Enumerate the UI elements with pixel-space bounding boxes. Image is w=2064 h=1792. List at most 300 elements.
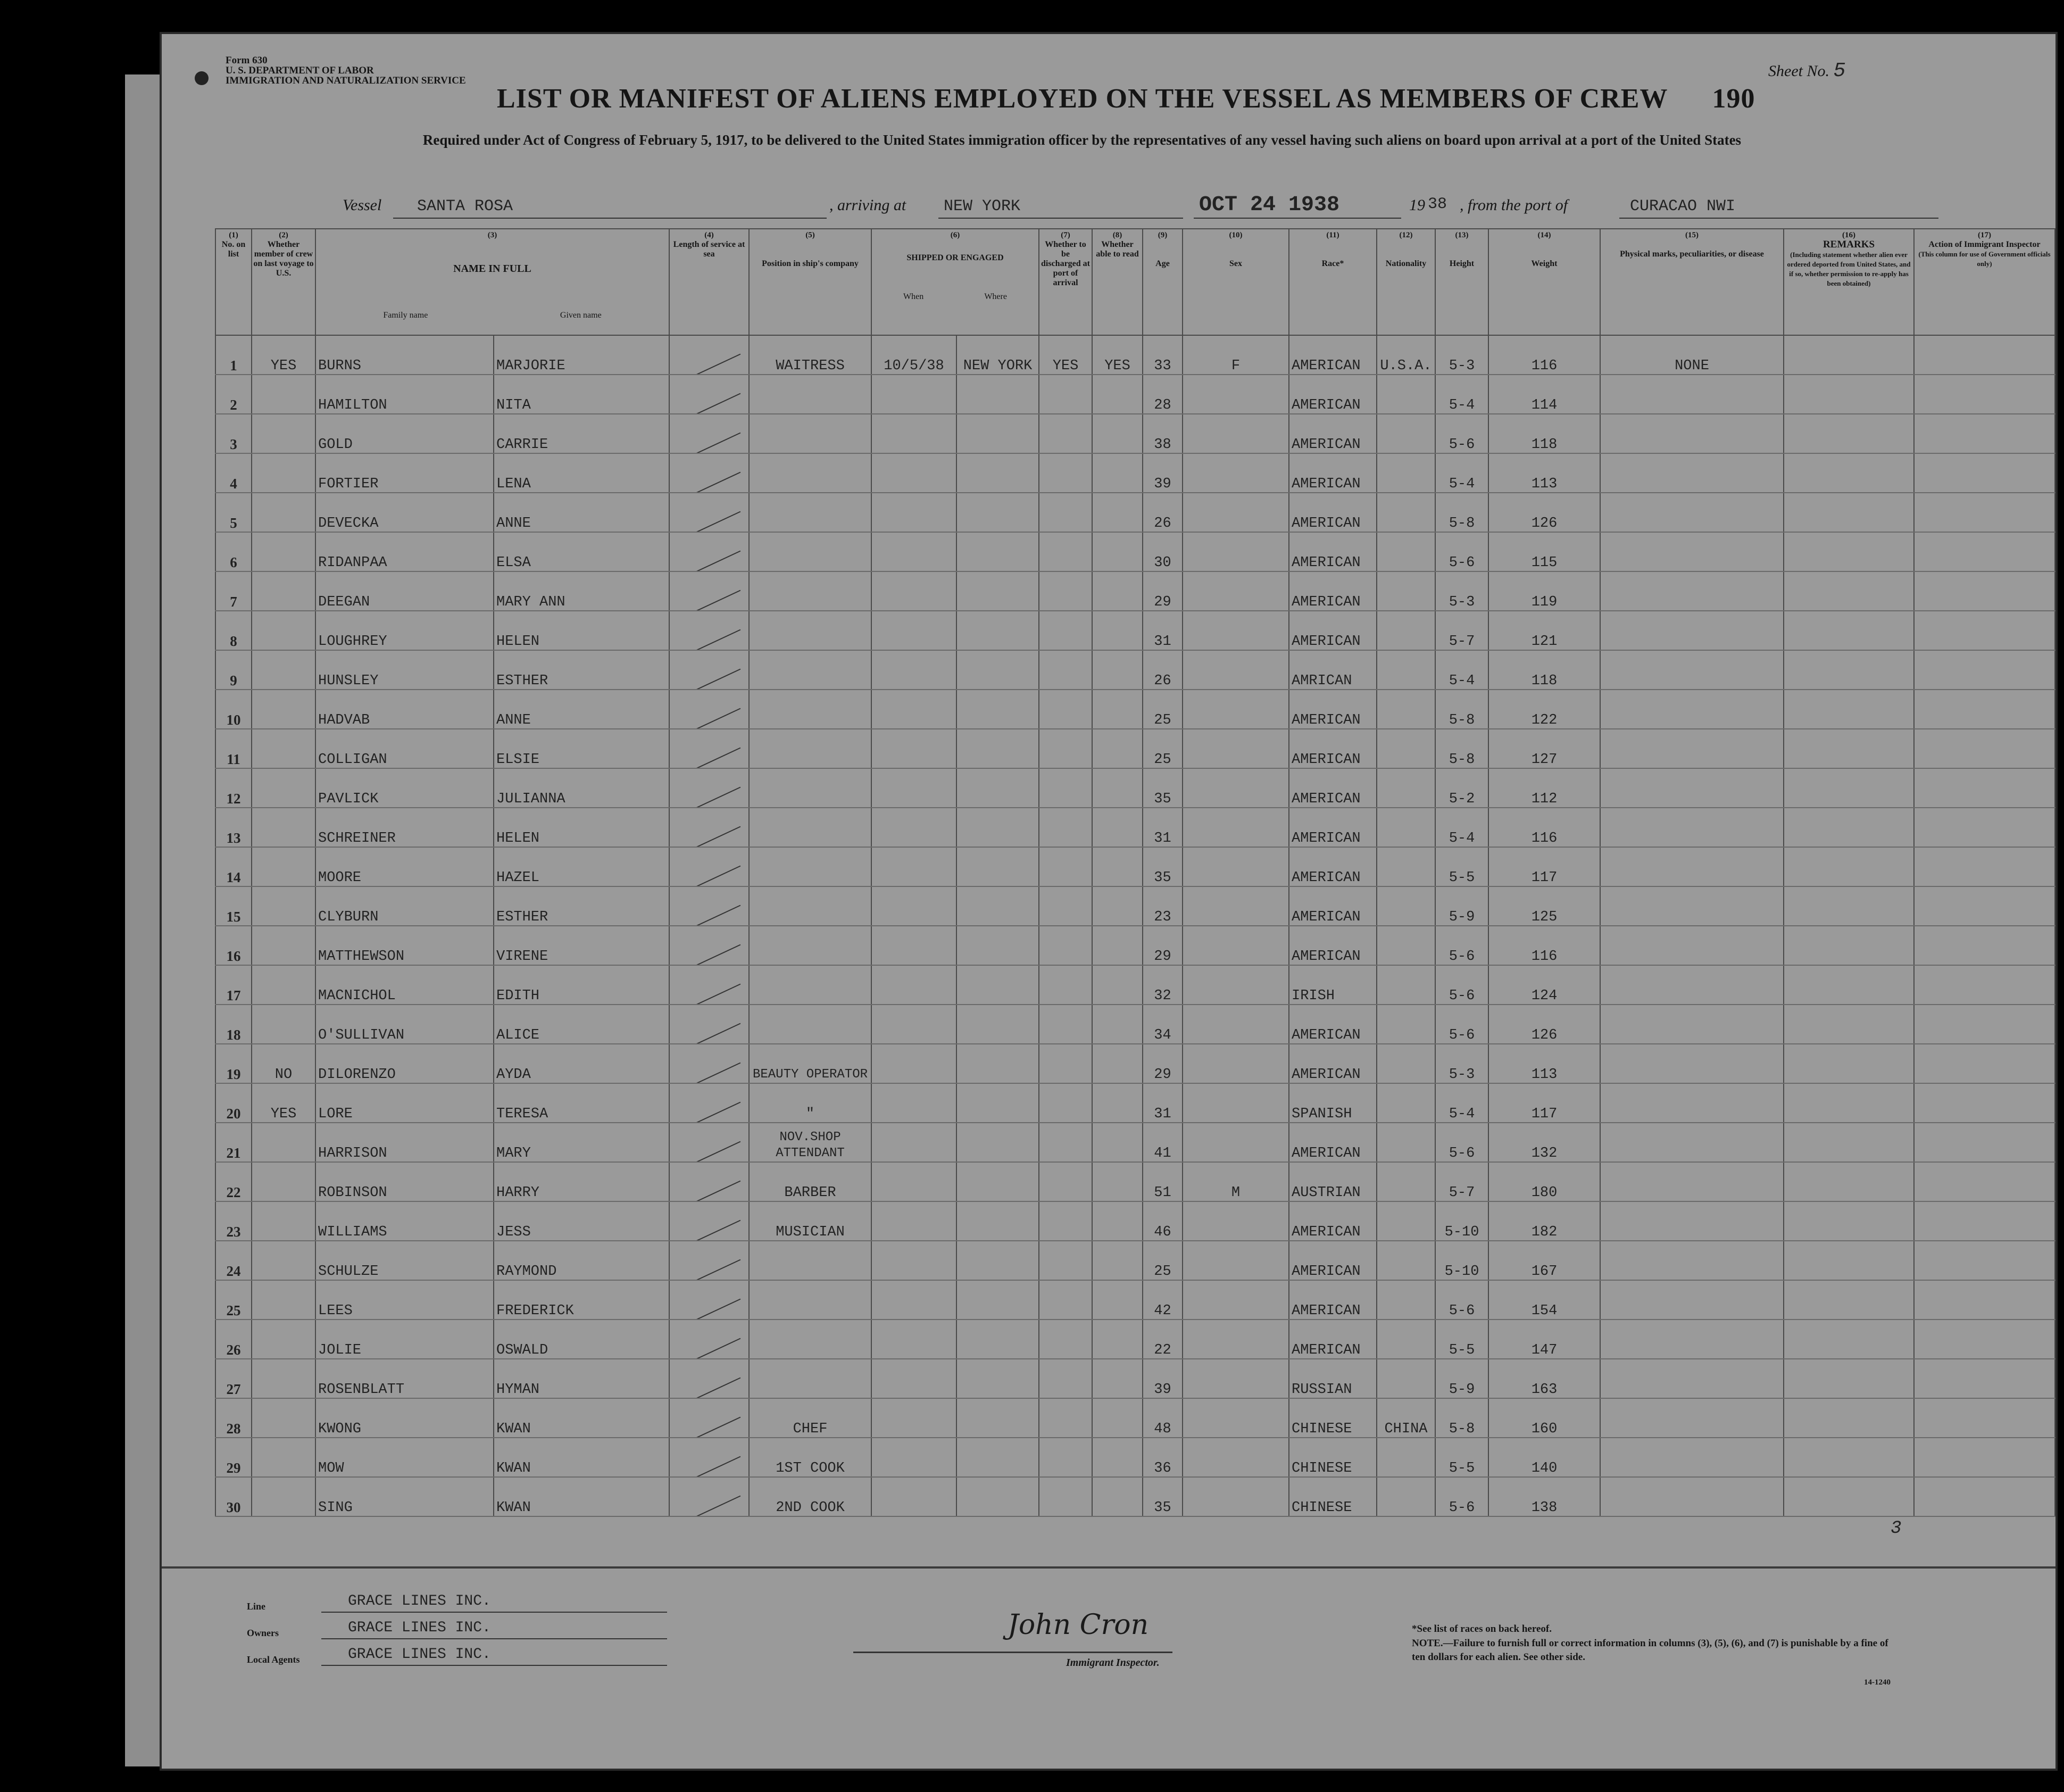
table-row xyxy=(215,611,2055,650)
ditto-stroke xyxy=(678,1456,741,1477)
given-name-cell: RAYMOND xyxy=(494,1241,669,1280)
row-number: 18 xyxy=(215,1005,252,1044)
shipped-where-cell xyxy=(956,768,1039,808)
shipped-when-cell xyxy=(871,1280,956,1320)
read-cell xyxy=(1092,1201,1143,1241)
race-cell: AMERICAN xyxy=(1289,690,1377,729)
shipped-when-cell xyxy=(871,926,956,965)
read-cell xyxy=(1092,729,1143,768)
family-name-header: Family name xyxy=(383,311,428,320)
service-length-cell xyxy=(669,965,749,1005)
position-cell xyxy=(749,1005,871,1044)
sex-cell xyxy=(1183,1005,1289,1044)
shipped-when-cell xyxy=(871,1083,956,1123)
weight-cell: 182 xyxy=(1488,1201,1600,1241)
shipped-when-cell xyxy=(871,611,956,650)
nationality-cell xyxy=(1377,1477,1435,1516)
height-cell: 5-3 xyxy=(1435,571,1488,611)
shipped-when-cell xyxy=(871,1044,956,1083)
position-cell xyxy=(749,926,871,965)
age-cell: 26 xyxy=(1143,650,1183,690)
table-row xyxy=(215,1359,2055,1398)
print-code: 14-1240 xyxy=(1864,1678,1891,1687)
given-name-cell: NITA xyxy=(494,375,669,414)
ditto-stroke xyxy=(678,472,741,493)
family-name-cell: RIDANPAA xyxy=(315,532,494,571)
nationality-cell xyxy=(1377,571,1435,611)
table-row xyxy=(215,1398,2055,1438)
race-cell: AMERICAN xyxy=(1289,335,1377,375)
given-name-cell: ANNE xyxy=(494,690,669,729)
discharge-cell xyxy=(1039,1241,1092,1280)
age-cell: 32 xyxy=(1143,965,1183,1005)
age-cell: 25 xyxy=(1143,690,1183,729)
weight-cell: 117 xyxy=(1488,847,1600,886)
age-cell: 38 xyxy=(1143,414,1183,453)
table-row xyxy=(215,1320,2055,1359)
ditto-stroke xyxy=(678,1102,741,1123)
ditto-stroke xyxy=(678,669,741,690)
marks-cell xyxy=(1600,611,1784,650)
table-row xyxy=(215,375,2055,414)
action-cell xyxy=(1914,1162,2055,1201)
shipped-when-cell xyxy=(871,1398,956,1438)
marks-cell xyxy=(1600,1280,1784,1320)
discharge-cell xyxy=(1039,375,1092,414)
nationality-cell xyxy=(1377,1044,1435,1083)
remarks-cell xyxy=(1784,611,1914,650)
age-cell: 35 xyxy=(1143,847,1183,886)
action-cell xyxy=(1914,926,2055,965)
family-name-cell: COLLIGAN xyxy=(315,729,494,768)
ditto-stroke xyxy=(678,629,741,650)
weight-cell: 126 xyxy=(1488,493,1600,532)
shipped-when-cell xyxy=(871,808,956,847)
height-cell: 5-6 xyxy=(1435,1477,1488,1516)
shipped-when-cell: 10/5/38 xyxy=(871,335,956,375)
discharge-cell xyxy=(1039,1280,1092,1320)
col-header-height: (13) Height xyxy=(1435,229,1488,335)
position-cell: WAITRESS xyxy=(749,335,871,375)
discharge-cell: YES xyxy=(1039,335,1092,375)
remarks-cell xyxy=(1784,1083,1914,1123)
race-cell: CHINESE xyxy=(1289,1477,1377,1516)
discharge-cell xyxy=(1039,493,1092,532)
height-cell: 5-6 xyxy=(1435,1005,1488,1044)
title-text: LIST OR MANIFEST OF ALIENS EMPLOYED ON THE VESSEL AS MEMBERS OF CREW xyxy=(497,84,1668,114)
weight-cell: 163 xyxy=(1488,1359,1600,1398)
sex-cell xyxy=(1183,847,1289,886)
service-length-cell xyxy=(669,453,749,493)
service-length-cell xyxy=(669,1320,749,1359)
read-cell: YES xyxy=(1092,335,1143,375)
prev-voyage-cell xyxy=(252,611,315,650)
action-cell xyxy=(1914,493,2055,532)
family-name-cell: GOLD xyxy=(315,414,494,453)
remarks-cell xyxy=(1784,1320,1914,1359)
binder-hole xyxy=(34,543,52,561)
marks-cell xyxy=(1600,650,1784,690)
table-row xyxy=(215,1123,2055,1162)
shipped-where-cell xyxy=(956,847,1039,886)
marks-cell xyxy=(1600,926,1784,965)
given-name-cell: KWAN xyxy=(494,1477,669,1516)
service-length-cell xyxy=(669,650,749,690)
race-cell: AMERICAN xyxy=(1289,847,1377,886)
sex-cell xyxy=(1183,965,1289,1005)
age-cell: 34 xyxy=(1143,1005,1183,1044)
table-row xyxy=(215,1280,2055,1320)
given-name-cell: FREDERICK xyxy=(494,1280,669,1320)
height-cell: 5-8 xyxy=(1435,493,1488,532)
row-number: 25 xyxy=(215,1280,252,1320)
nationality-cell xyxy=(1377,1320,1435,1359)
remarks-cell xyxy=(1784,493,1914,532)
prev-voyage-cell xyxy=(252,729,315,768)
family-name-cell: ROBINSON xyxy=(315,1162,494,1201)
given-name-cell: TERESA xyxy=(494,1083,669,1123)
age-cell: 26 xyxy=(1143,493,1183,532)
weight-cell: 147 xyxy=(1488,1320,1600,1359)
discharge-cell xyxy=(1039,768,1092,808)
ditto-stroke xyxy=(678,1496,741,1516)
prev-voyage-cell xyxy=(252,453,315,493)
ditto-stroke xyxy=(678,551,741,571)
vessel-value: SANTA ROSA xyxy=(417,197,513,215)
ditto-stroke xyxy=(678,1023,741,1044)
marks-cell xyxy=(1600,1359,1784,1398)
nationality-cell xyxy=(1377,1083,1435,1123)
remarks-cell xyxy=(1784,965,1914,1005)
marks-cell xyxy=(1600,375,1784,414)
race-cell: AMERICAN xyxy=(1289,1201,1377,1241)
prev-voyage-cell xyxy=(252,1241,315,1280)
nationality-cell xyxy=(1377,414,1435,453)
action-cell xyxy=(1914,1398,2055,1438)
binder-hole xyxy=(34,1532,52,1550)
given-name-cell: CARRIE xyxy=(494,414,669,453)
read-cell xyxy=(1092,965,1143,1005)
action-cell xyxy=(1914,1438,2055,1477)
signature-line xyxy=(853,1652,1172,1653)
age-cell: 39 xyxy=(1143,453,1183,493)
row-number: 3 xyxy=(215,414,252,453)
shipped-where-cell xyxy=(956,611,1039,650)
age-cell: 31 xyxy=(1143,611,1183,650)
remarks-cell xyxy=(1784,571,1914,611)
discharge-cell xyxy=(1039,690,1092,729)
col-header-position: (5) Position in ship's company xyxy=(749,229,871,335)
remarks-cell xyxy=(1784,886,1914,926)
table-row xyxy=(215,1005,2055,1044)
nationality-cell xyxy=(1377,1280,1435,1320)
row-number: 2 xyxy=(215,375,252,414)
shipped-where-cell xyxy=(956,375,1039,414)
service-length-cell xyxy=(669,611,749,650)
ditto-stroke xyxy=(678,984,741,1005)
shipped-where-cell xyxy=(956,1005,1039,1044)
marks-cell xyxy=(1600,965,1784,1005)
shipped-when-cell xyxy=(871,847,956,886)
marks-cell xyxy=(1600,1438,1784,1477)
read-cell xyxy=(1092,1280,1143,1320)
read-cell xyxy=(1092,1083,1143,1123)
remarks-cell xyxy=(1784,847,1914,886)
given-name-cell: MARY ANN xyxy=(494,571,669,611)
table-row xyxy=(215,768,2055,808)
read-cell xyxy=(1092,375,1143,414)
discharge-cell xyxy=(1039,1438,1092,1477)
family-name-cell: LOUGHREY xyxy=(315,611,494,650)
row-number: 11 xyxy=(215,729,252,768)
action-cell xyxy=(1914,650,2055,690)
action-cell xyxy=(1914,1123,2055,1162)
col-header-no: (1) No. on list xyxy=(215,229,252,335)
col-header-service: (4) Length of service at sea xyxy=(669,229,749,335)
shipped-where-cell xyxy=(956,453,1039,493)
marks-cell xyxy=(1600,768,1784,808)
read-cell xyxy=(1092,1398,1143,1438)
given-name-cell: MARJORIE xyxy=(494,335,669,375)
marks-cell xyxy=(1600,808,1784,847)
ditto-stroke xyxy=(678,905,741,926)
age-cell: 46 xyxy=(1143,1201,1183,1241)
sex-cell xyxy=(1183,1083,1289,1123)
row-number: 30 xyxy=(215,1477,252,1516)
weight-cell: 115 xyxy=(1488,532,1600,571)
weight-cell: 126 xyxy=(1488,1005,1600,1044)
form-number xyxy=(226,55,466,86)
from-port-underline xyxy=(1619,218,1938,219)
position-cell: " xyxy=(749,1083,871,1123)
position-cell: MUSICIAN xyxy=(749,1201,871,1241)
service-length-cell xyxy=(669,768,749,808)
weight-cell: 121 xyxy=(1488,611,1600,650)
position-cell xyxy=(749,965,871,1005)
family-name-cell: MOW xyxy=(315,1438,494,1477)
height-cell: 5-4 xyxy=(1435,375,1488,414)
race-cell: AMERICAN xyxy=(1289,808,1377,847)
family-name-cell: WILLIAMS xyxy=(315,1201,494,1241)
read-cell xyxy=(1092,611,1143,650)
agents-underline xyxy=(321,1665,667,1666)
discharge-cell xyxy=(1039,1359,1092,1398)
table-row xyxy=(215,532,2055,571)
given-name-cell: EDITH xyxy=(494,965,669,1005)
remarks-cell xyxy=(1784,532,1914,571)
family-name-cell: MACNICHOL xyxy=(315,965,494,1005)
age-cell: 35 xyxy=(1143,1477,1183,1516)
sex-cell xyxy=(1183,1320,1289,1359)
service-length-cell xyxy=(669,414,749,453)
service-length-cell xyxy=(669,571,749,611)
inspector-label: Immigrant Inspector. xyxy=(1066,1657,1160,1669)
action-cell xyxy=(1914,532,2055,571)
table-row xyxy=(215,571,2055,611)
sex-cell xyxy=(1183,690,1289,729)
sex-cell: F xyxy=(1183,335,1289,375)
shipped-where-cell xyxy=(956,650,1039,690)
remarks-cell xyxy=(1784,1359,1914,1398)
failure-note: NOTE.—Failure to furnish full or correct information in columns (3), (5), (6), and (7) is punishable by a fine of ten dollars for each alien. See other side. xyxy=(1412,1638,1888,1663)
table-row xyxy=(215,1241,2055,1280)
service-length-cell xyxy=(669,1162,749,1201)
read-cell xyxy=(1092,886,1143,926)
height-cell: 5-6 xyxy=(1435,532,1488,571)
action-cell xyxy=(1914,335,2055,375)
discharge-cell xyxy=(1039,847,1092,886)
given-name-cell: VIRENE xyxy=(494,926,669,965)
family-name-cell: MOORE xyxy=(315,847,494,886)
age-cell: 29 xyxy=(1143,1044,1183,1083)
read-cell xyxy=(1092,650,1143,690)
height-cell: 5-8 xyxy=(1435,1398,1488,1438)
age-cell: 42 xyxy=(1143,1280,1183,1320)
action-cell xyxy=(1914,886,2055,926)
action-cell xyxy=(1914,768,2055,808)
action-cell xyxy=(1914,611,2055,650)
ditto-stroke xyxy=(678,1141,741,1162)
shipped-when-cell xyxy=(871,886,956,926)
shipped-when-cell xyxy=(871,532,956,571)
given-name-cell: AYDA xyxy=(494,1044,669,1083)
sex-cell xyxy=(1183,375,1289,414)
weight-cell: 154 xyxy=(1488,1280,1600,1320)
prev-voyage-cell xyxy=(252,1398,315,1438)
prev-voyage-cell xyxy=(252,1477,315,1516)
race-cell: CHINESE xyxy=(1289,1438,1377,1477)
read-cell xyxy=(1092,453,1143,493)
prev-voyage-cell xyxy=(252,1320,315,1359)
table-row xyxy=(215,1201,2055,1241)
row-number: 4 xyxy=(215,453,252,493)
action-cell xyxy=(1914,1359,2055,1398)
height-cell: 5-9 xyxy=(1435,1359,1488,1398)
race-cell: AUSTRIAN xyxy=(1289,1162,1377,1201)
service-length-cell xyxy=(669,1438,749,1477)
agents-value: GRACE LINES INC. xyxy=(348,1646,491,1663)
remarks-cell xyxy=(1784,1123,1914,1162)
binder-hole xyxy=(34,649,52,667)
marks-cell xyxy=(1600,729,1784,768)
action-cell xyxy=(1914,1005,2055,1044)
punch-mark xyxy=(195,71,209,85)
shipped-where-cell xyxy=(956,1162,1039,1201)
shipped-when-cell xyxy=(871,1005,956,1044)
marks-cell xyxy=(1600,453,1784,493)
race-cell: AMERICAN xyxy=(1289,1320,1377,1359)
action-cell xyxy=(1914,1477,2055,1516)
prev-voyage-cell xyxy=(252,1438,315,1477)
col-header-read: (8) Whether able to read xyxy=(1092,229,1143,335)
arrival-date-stamp: OCT 24 1938 xyxy=(1199,193,1340,217)
sex-cell: M xyxy=(1183,1162,1289,1201)
age-cell: 36 xyxy=(1143,1438,1183,1477)
ditto-stroke xyxy=(678,787,741,808)
family-name-cell: DEVECKA xyxy=(315,493,494,532)
service-length-cell xyxy=(669,729,749,768)
action-cell xyxy=(1914,729,2055,768)
sex-cell xyxy=(1183,1280,1289,1320)
race-cell: AMERICAN xyxy=(1289,414,1377,453)
read-cell xyxy=(1092,1241,1143,1280)
manifest-sheet xyxy=(160,32,2058,1771)
prev-voyage-cell xyxy=(252,414,315,453)
marginal-number: 3 xyxy=(1891,1519,1902,1539)
marks-cell xyxy=(1600,847,1784,886)
marks-cell xyxy=(1600,493,1784,532)
action-cell xyxy=(1914,375,2055,414)
sex-cell xyxy=(1183,571,1289,611)
marks-cell xyxy=(1600,532,1784,571)
height-cell: 5-8 xyxy=(1435,690,1488,729)
prev-voyage-cell xyxy=(252,375,315,414)
weight-cell: 116 xyxy=(1488,808,1600,847)
ditto-stroke xyxy=(678,1299,741,1320)
given-name-cell: LENA xyxy=(494,453,669,493)
age-cell: 23 xyxy=(1143,886,1183,926)
shipped-where-cell xyxy=(956,1201,1039,1241)
weight-cell: 167 xyxy=(1488,1241,1600,1280)
family-name-cell: DEEGAN xyxy=(315,571,494,611)
remarks-cell xyxy=(1784,414,1914,453)
row-number: 23 xyxy=(215,1201,252,1241)
read-cell xyxy=(1092,808,1143,847)
height-cell: 5-5 xyxy=(1435,847,1488,886)
race-cell: CHINESE xyxy=(1289,1398,1377,1438)
action-cell xyxy=(1914,1083,2055,1123)
row-number: 24 xyxy=(215,1241,252,1280)
shipped-where-cell xyxy=(956,886,1039,926)
row-number: 12 xyxy=(215,768,252,808)
given-name-cell: KWAN xyxy=(494,1398,669,1438)
given-name-cell: HELEN xyxy=(494,808,669,847)
shipped-where-cell xyxy=(956,1477,1039,1516)
ditto-stroke xyxy=(678,708,741,729)
weight-cell: 124 xyxy=(1488,965,1600,1005)
shipped-where-cell xyxy=(956,1044,1039,1083)
page-title xyxy=(497,83,1755,114)
prev-voyage-cell xyxy=(252,1005,315,1044)
shipped-where-cell xyxy=(956,1320,1039,1359)
family-name-cell: HADVAB xyxy=(315,690,494,729)
family-name-cell: ROSENBLATT xyxy=(315,1359,494,1398)
marks-cell xyxy=(1600,1044,1784,1083)
remarks-cell xyxy=(1784,453,1914,493)
crew-table xyxy=(215,228,2055,1517)
discharge-cell xyxy=(1039,571,1092,611)
discharge-cell xyxy=(1039,611,1092,650)
sex-cell xyxy=(1183,532,1289,571)
shipped-when-cell xyxy=(871,1477,956,1516)
service-length-cell xyxy=(669,808,749,847)
age-cell: 41 xyxy=(1143,1123,1183,1162)
nationality-cell xyxy=(1377,453,1435,493)
given-name-cell: JULIANNA xyxy=(494,768,669,808)
sheet-no-value: 5 xyxy=(1833,60,1846,82)
position-cell xyxy=(749,532,871,571)
weight-cell: 180 xyxy=(1488,1162,1600,1201)
row-number: 16 xyxy=(215,926,252,965)
row-number: 9 xyxy=(215,650,252,690)
ditto-stroke xyxy=(678,393,741,414)
discharge-cell xyxy=(1039,1083,1092,1123)
owners-underline xyxy=(321,1638,667,1639)
prev-voyage-cell xyxy=(252,965,315,1005)
nationality-cell xyxy=(1377,690,1435,729)
service-length-cell xyxy=(669,493,749,532)
col-header-name: (3) NAME IN FULL Family name Given name xyxy=(315,229,669,335)
